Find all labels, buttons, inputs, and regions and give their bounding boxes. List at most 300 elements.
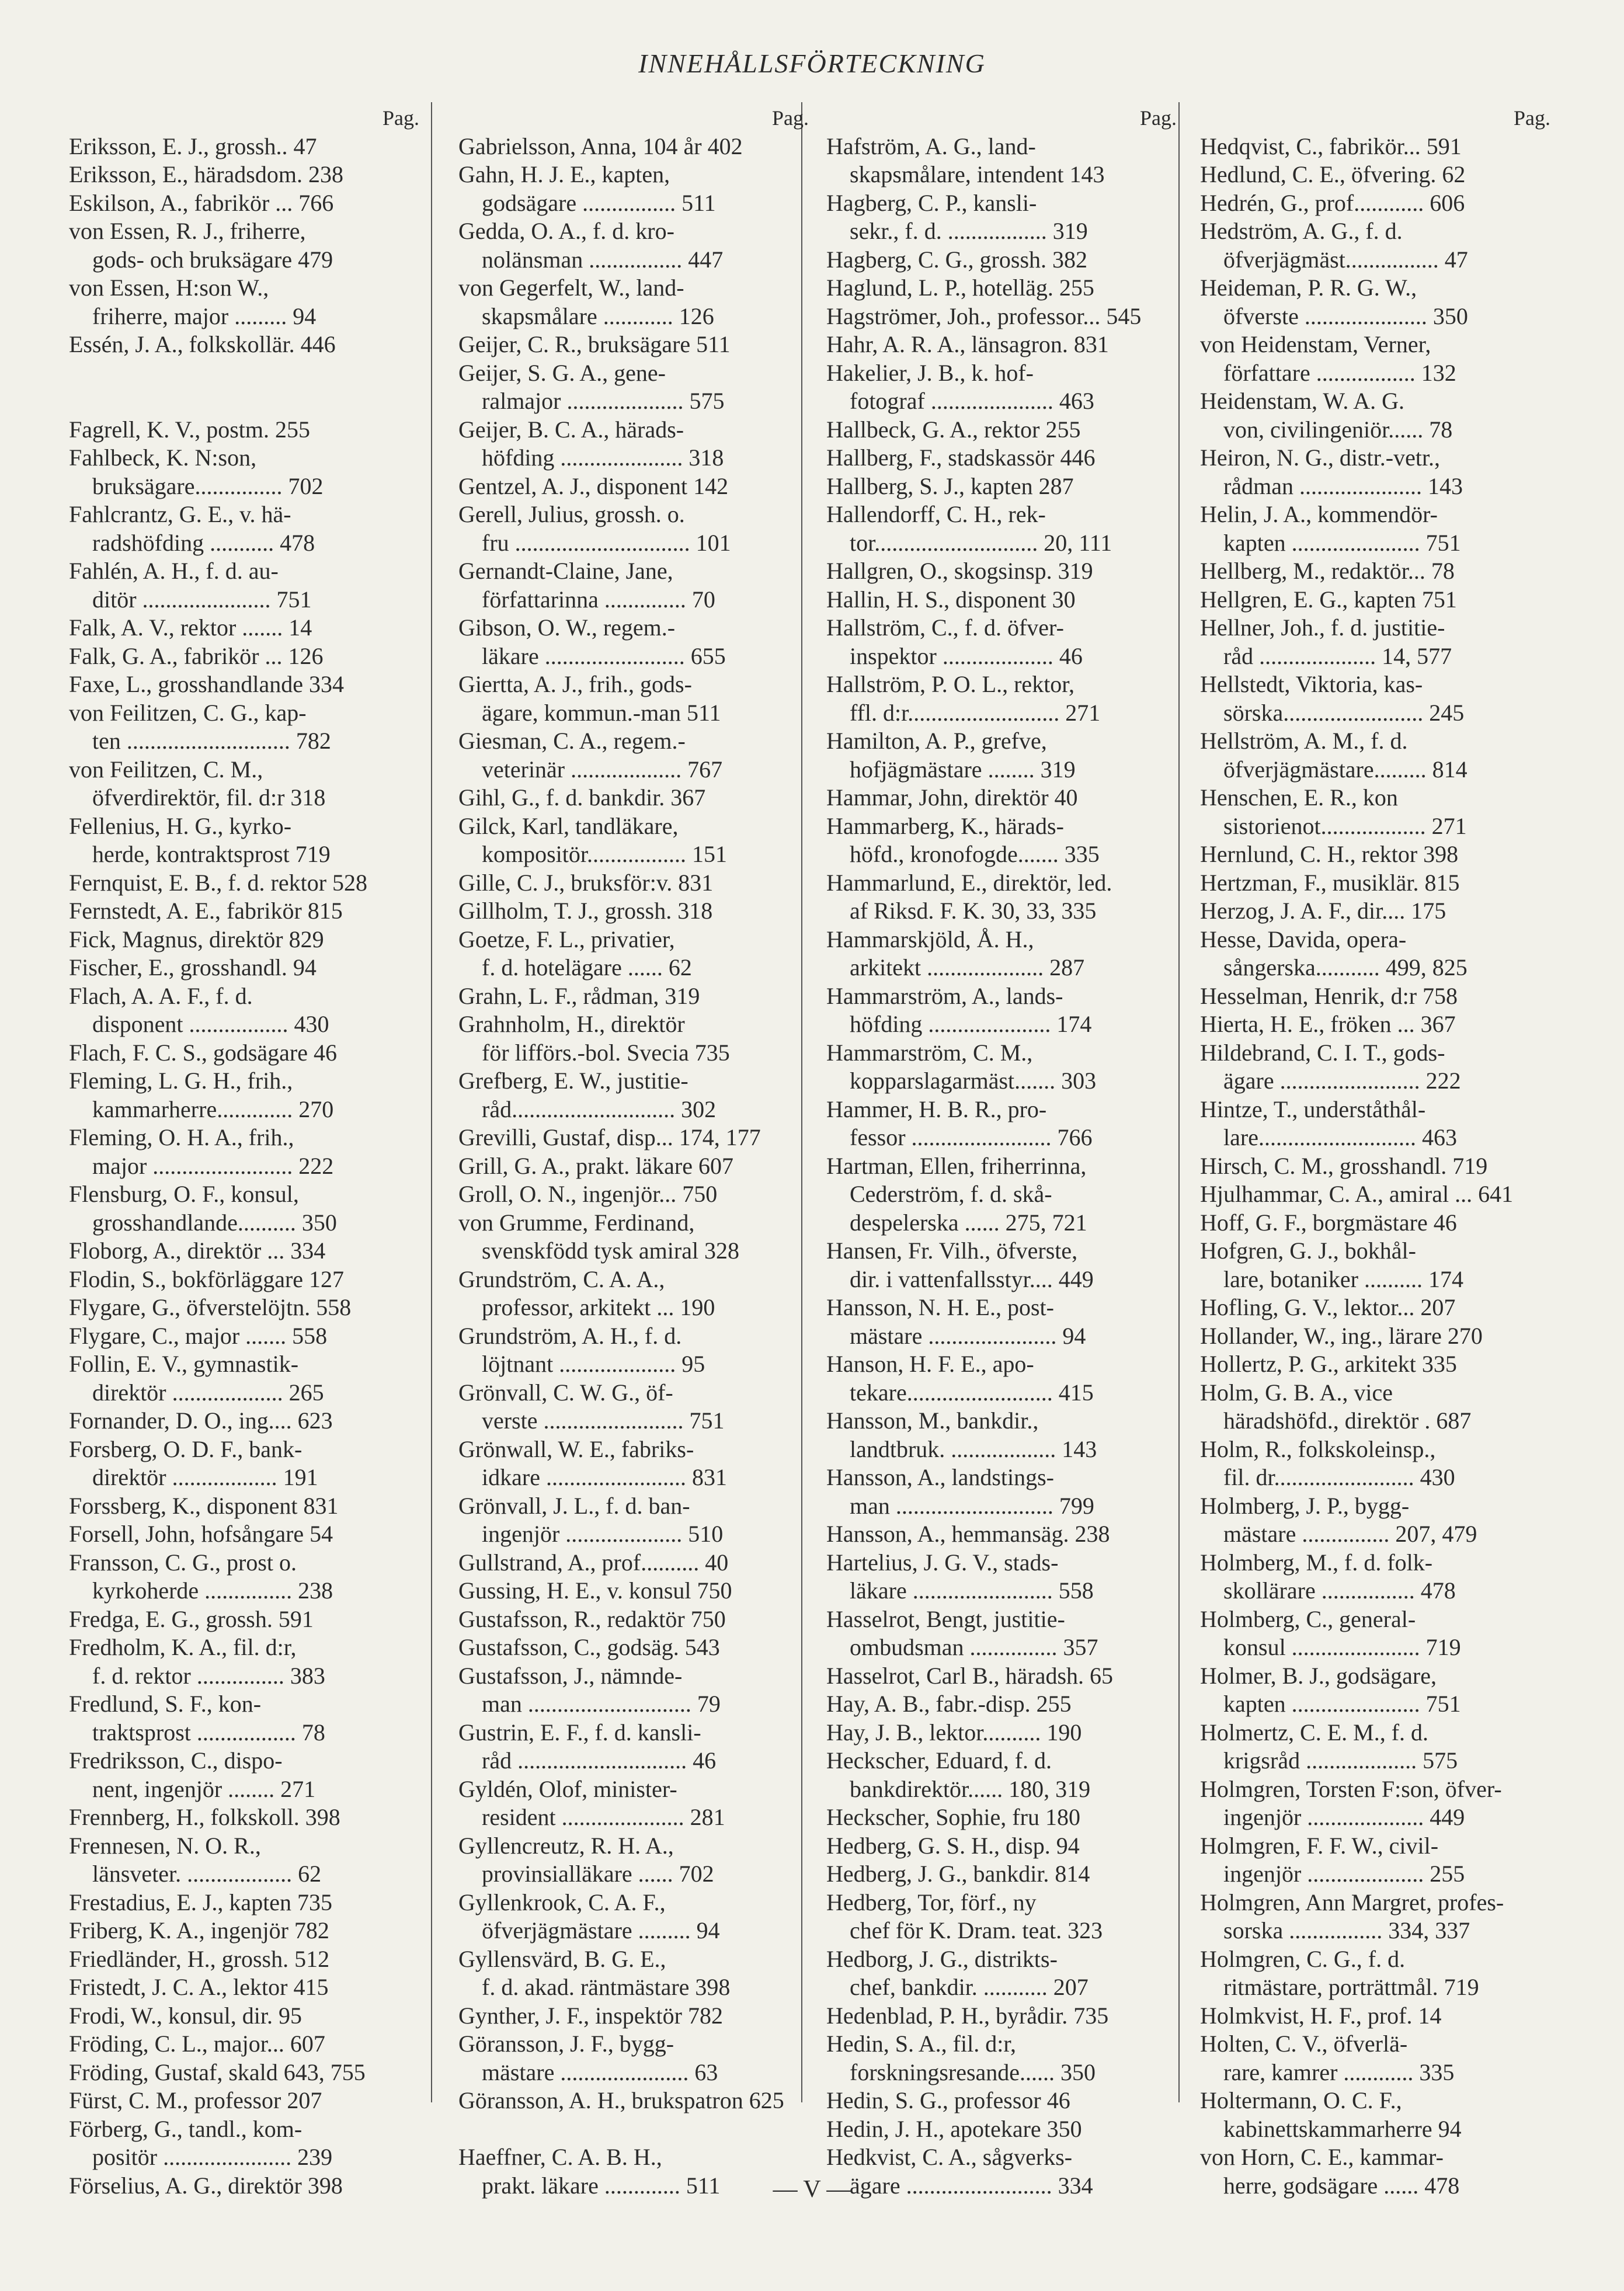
index-entry-line: Hedqvist, C., fabrikör... 591 bbox=[1200, 133, 1462, 159]
index-entry-line: Göransson, A. H., brukspatron 625 bbox=[458, 2087, 784, 2113]
index-entry-line: öfverjägmäst................ 47 bbox=[1223, 246, 1468, 273]
index-entry-line: Flach, A. A. F., f. d. bbox=[69, 982, 253, 1009]
index-entry-line: Flygare, G., öfverstelöjtn. 558 bbox=[69, 1294, 352, 1320]
index-entry-line: Frennberg, H., folkskoll. 398 bbox=[69, 1804, 340, 1830]
index-column-2 bbox=[458, 104, 809, 2200]
index-entry-line: Geijer, S. G. A., gene- bbox=[458, 359, 666, 386]
index-entry-line: Fredriksson, C., dispo- bbox=[69, 1747, 283, 1774]
index-entry-line: grosshandlande.......... 350 bbox=[92, 1209, 337, 1236]
index-entry-line: verste ........................ 751 bbox=[482, 1407, 725, 1434]
index-entry-line: Hellstedt, Viktoria, kas- bbox=[1200, 671, 1423, 697]
index-entry-line: läkare ........................ 655 bbox=[482, 642, 726, 669]
index-entry-line: Grönwall, W. E., fabriks- bbox=[458, 1435, 694, 1462]
index-entry-line: ägare ........................ 222 bbox=[1223, 1068, 1461, 1094]
index-entry-line: arkitekt .................... 287 bbox=[850, 954, 1085, 981]
index-entry-line: ditör ...................... 751 bbox=[92, 586, 312, 613]
index-entry-line: Hansson, A., hemmansäg. 238 bbox=[826, 1521, 1110, 1547]
index-entry-line: f. d. hotelägare ...... 62 bbox=[482, 954, 692, 981]
index-entry-line: Gyllencreutz, R. H. A., bbox=[458, 1832, 674, 1859]
index-entry-line: kapten ...................... 751 bbox=[1223, 1691, 1461, 1717]
index-entry-line: Hernlund, C. H., rektor 398 bbox=[1200, 841, 1459, 867]
index-entry-line: Hammer, H. B. R., pro- bbox=[826, 1096, 1047, 1122]
page-number: — V — bbox=[773, 2176, 851, 2203]
index-entry-line: Hesselman, Henrik, d:r 758 bbox=[1200, 982, 1458, 1009]
index-entry-line: Gerell, Julius, grossh. o. bbox=[458, 501, 685, 527]
index-entry-line: Hay, J. B., lektor.......... 190 bbox=[826, 1719, 1082, 1746]
index-entry-line: kapten ...................... 751 bbox=[1223, 529, 1461, 556]
index-entry-line: länsveter. .................. 62 bbox=[92, 1861, 322, 1887]
index-entry-line: Frestadius, E. J., kapten 735 bbox=[69, 1889, 333, 1915]
index-entry-line: Hedin, S. G., professor 46 bbox=[826, 2087, 1070, 2113]
index-entry-line: Eriksson, E., häradsdom. 238 bbox=[69, 161, 343, 187]
index-entry-line: Hansson, M., bankdir., bbox=[826, 1407, 1039, 1434]
index-entry-line: dir. i vattenfallsstyr.... 449 bbox=[850, 1266, 1094, 1292]
index-entry-line: Gynther, J. F., inspektör 782 bbox=[458, 2002, 723, 2029]
index-entry-line: Hanson, H. F. E., apo- bbox=[826, 1351, 1034, 1377]
index-entry-line: Hofling, G. V., lektor... 207 bbox=[1200, 1294, 1456, 1320]
index-entry-line: von, civilingeniör...... 78 bbox=[1223, 416, 1453, 443]
index-entry-line: Fahlén, A. H., f. d. au- bbox=[69, 558, 279, 584]
column-divider bbox=[431, 102, 432, 2102]
index-entry-line: Holmertz, C. E. M., f. d. bbox=[1200, 1719, 1429, 1746]
index-entry-line: nolänsman ................ 447 bbox=[482, 246, 724, 273]
index-entry-line: Grundström, C. A. A., bbox=[458, 1266, 665, 1292]
index-entry-line: Fellenius, H. G., kyrko- bbox=[69, 812, 292, 839]
index-column-1 bbox=[69, 104, 419, 2200]
index-entry-line: Hedlund, C. E., öfvering. 62 bbox=[1200, 161, 1466, 187]
index-entry-line: kompositör................. 151 bbox=[482, 841, 728, 867]
index-entry-line: ingenjör .................... 449 bbox=[1223, 1804, 1465, 1830]
index-entry-line: öfverjägmästare ......... 94 bbox=[482, 1917, 720, 1944]
index-entry-line: Hahr, A. R. A., länsagron. 831 bbox=[826, 331, 1109, 357]
index-entry-line: Gyldén, Olof, minister- bbox=[458, 1775, 677, 1802]
index-entry-line: Eskilson, A., fabrikör ... 766 bbox=[69, 189, 334, 216]
index-entry-line: Hay, A. B., fabr.-disp. 255 bbox=[826, 1691, 1072, 1717]
index-entry-line: Frodi, W., konsul, dir. 95 bbox=[69, 2002, 302, 2029]
index-entry-line: Gustafsson, C., godsäg. 543 bbox=[458, 1634, 720, 1660]
index-entry-line: Flodin, S., bokförläggare 127 bbox=[69, 1266, 345, 1292]
index-entry-line: Fagrell, K. V., postm. 255 bbox=[69, 416, 310, 443]
index-entry-line: Hedberg, G. S. H., disp. 94 bbox=[826, 1832, 1080, 1859]
index-entry-line: öfverste ..................... 350 bbox=[1223, 303, 1468, 329]
index-entry-line: chef, bankdir. ........... 207 bbox=[850, 1974, 1089, 2000]
index-entry-line: Hellström, A. M., f. d. bbox=[1200, 728, 1408, 754]
index-entry-line: Holmberg, C., general- bbox=[1200, 1605, 1416, 1632]
index-entry-line: Hellner, Joh., f. d. justitie- bbox=[1200, 614, 1445, 641]
index-entry-line: Holmgren, Ann Margret, profes- bbox=[1200, 1889, 1504, 1915]
index-column-3 bbox=[826, 104, 1177, 2200]
index-entry-line: Hammarberg, K., härads- bbox=[826, 812, 1064, 839]
index-entry-line: Hasselrot, Carl B., häradsh. 65 bbox=[826, 1662, 1114, 1689]
column-divider bbox=[1178, 102, 1180, 2102]
index-entry-line: tekare......................... 415 bbox=[850, 1379, 1094, 1406]
index-entry-line: Grönvall, J. L., f. d. ban- bbox=[458, 1492, 690, 1519]
index-column-4 bbox=[1200, 104, 1550, 2200]
index-entry-line: Holmkvist, H. F., prof. 14 bbox=[1200, 2002, 1442, 2029]
index-entry-line: Hedborg, J. G., distrikts- bbox=[826, 1945, 1058, 1972]
index-entry-line: sörska........................ 245 bbox=[1223, 699, 1465, 726]
index-entry-line: för lifförs.-bol. Svecia 735 bbox=[482, 1039, 730, 1066]
index-entry-line: krigsråd ................... 575 bbox=[1223, 1747, 1458, 1774]
index-entry-line: Hertzman, F., musiklär. 815 bbox=[1200, 869, 1460, 896]
index-entry-line: fotograf ..................... 463 bbox=[850, 388, 1094, 414]
index-entry-line: nent, ingenjör ........ 271 bbox=[92, 1775, 316, 1802]
index-entry-line: ägare, kommun.-man 511 bbox=[482, 699, 721, 726]
index-entry-line: Grahnholm, H., direktör bbox=[458, 1011, 685, 1037]
index-entry-line: Hammarström, A., lands- bbox=[826, 982, 1063, 1009]
index-entry-line: bankdirektör...... 180, 319 bbox=[850, 1775, 1091, 1802]
index-entry-line: Henschen, E. R., kon bbox=[1200, 784, 1398, 811]
index-entry-line: f. d. akad. räntmästare 398 bbox=[482, 1974, 731, 2000]
index-entry-line: Falk, A. V., rektor ....... 14 bbox=[69, 614, 312, 641]
index-entry-line: Hagströmer, Joh., professor... 545 bbox=[826, 303, 1142, 329]
index-entry-line: Fick, Magnus, direktör 829 bbox=[69, 926, 324, 952]
index-entry-line: svenskfödd tysk amiral 328 bbox=[482, 1237, 740, 1264]
index-entry-line: Fischer, E., grosshandl. 94 bbox=[69, 954, 317, 981]
index-entry-line: Herzog, J. A. F., dir.... 175 bbox=[1200, 898, 1446, 924]
index-entry-line: Floborg, A., direktör ... 334 bbox=[69, 1237, 326, 1264]
index-entry-line: positör ...................... 239 bbox=[92, 2144, 333, 2170]
index-entry-line: Flach, F. C. S., godsägare 46 bbox=[69, 1039, 337, 1066]
index-entry-line: Gustafsson, J., nämnde- bbox=[458, 1662, 683, 1689]
index-entry-line: fru .............................. 101 bbox=[482, 529, 731, 556]
page-column-label: Pag. bbox=[1514, 106, 1550, 130]
index-entry-line: lare........................... 463 bbox=[1223, 1124, 1457, 1150]
index-entry-line: von Essen, R. J., friherre, bbox=[69, 218, 306, 244]
index-entry-line: rare, kamrer ............ 335 bbox=[1223, 2059, 1455, 2085]
index-entry-line: löjtnant .................... 95 bbox=[482, 1351, 705, 1377]
index-entry-line: Hansson, A., landstings- bbox=[826, 1464, 1054, 1490]
index-entry-line: Forsberg, O. D. F., bank- bbox=[69, 1435, 302, 1462]
index-entry-line: Flygare, C., major ....... 558 bbox=[69, 1322, 328, 1349]
index-entry-line: Grefberg, E. W., justitie- bbox=[458, 1068, 688, 1094]
index-entry-line: von Gegerfelt, W., land- bbox=[458, 274, 684, 301]
index-entry-line: Hollertz, P. G., arkitekt 335 bbox=[1200, 1351, 1457, 1377]
index-entry-line: Groll, O. N., ingenjör... 750 bbox=[458, 1181, 718, 1207]
index-entry-line: Fornander, D. O., ing.... 623 bbox=[69, 1407, 333, 1434]
index-entry-line: Gyllenkrook, C. A. F., bbox=[458, 1889, 666, 1915]
index-entry-line: Follin, E. V., gymnastik- bbox=[69, 1351, 299, 1377]
index-entry-line: Gabrielsson, Anna, 104 år 402 bbox=[458, 133, 743, 159]
index-entry-line: Fransson, C. G., prost o. bbox=[69, 1549, 297, 1576]
index-entry-line: lare, botaniker .......... 174 bbox=[1223, 1266, 1463, 1292]
index-entry-line: Hedin, J. H., apotekare 350 bbox=[826, 2115, 1082, 2142]
index-entry-line: Hedenblad, P. H., byrådir. 735 bbox=[826, 2002, 1109, 2029]
index-entry-line: ten ............................ 782 bbox=[92, 728, 331, 754]
index-entry-line: Eriksson, E. J., grossh.. 47 bbox=[69, 133, 317, 159]
index-entry-line: professor, arkitekt ... 190 bbox=[482, 1294, 715, 1320]
index-entry-line: Holmgren, F. F. W., civil- bbox=[1200, 1832, 1439, 1859]
index-entry-line: resident ..................... 281 bbox=[482, 1804, 725, 1830]
index-entry-line: Gille, C. J., bruksför:v. 831 bbox=[458, 869, 714, 896]
index-entry-line: direktör .................. 191 bbox=[92, 1464, 318, 1490]
page-column-label: Pag. bbox=[772, 106, 809, 130]
index-entry-line: Gussing, H. E., v. konsul 750 bbox=[458, 1577, 732, 1604]
index-entry-line: veterinär ................... 767 bbox=[482, 756, 723, 783]
index-entry-line: ingenjör .................... 255 bbox=[1223, 1861, 1465, 1887]
index-entry-line: Falk, G. A., fabrikör ... 126 bbox=[69, 642, 324, 669]
index-entry-line: Fernstedt, A. E., fabrikör 815 bbox=[69, 898, 343, 924]
index-entry-line: Geijer, B. C. A., härads- bbox=[458, 416, 684, 443]
index-entry-line: kyrkoherde ............... 238 bbox=[92, 1577, 333, 1604]
index-entry-line: Hedrén, G., prof............ 606 bbox=[1200, 189, 1465, 216]
index-entry-line: von Horn, C. E., kammar- bbox=[1200, 2144, 1444, 2170]
index-entry-line: Hofgren, G. J., bokhål- bbox=[1200, 1237, 1416, 1264]
index-entry-line bbox=[458, 2115, 809, 2144]
index-entry-line: Fredholm, K. A., fil. d:r, bbox=[69, 1634, 297, 1660]
index-entry-line: Gentzel, A. J., disponent 142 bbox=[458, 472, 729, 499]
page-title: INNEHÅLLSFÖRTECKNING bbox=[638, 48, 986, 78]
index-entry-line: Hakelier, J. B., k. hof- bbox=[826, 359, 1034, 386]
index-entry-line: Gernandt-Claine, Jane, bbox=[458, 558, 673, 584]
index-entry-line: Heidenstam, W. A. G. bbox=[1200, 388, 1404, 414]
index-entry-line: Hollander, W., ing., lärare 270 bbox=[1200, 1322, 1483, 1349]
index-entry-line: idkare ........................ 831 bbox=[482, 1464, 727, 1490]
index-entry-line: forskningsresande...... 350 bbox=[850, 2059, 1096, 2085]
index-entry-line: provinsialläkare ...... 702 bbox=[482, 1861, 714, 1887]
index-entry-line: öfverdirektör, fil. d:r 318 bbox=[92, 784, 326, 811]
index-entry-line: mästare ...................... 63 bbox=[482, 2059, 718, 2085]
index-entry-line: Hedberg, J. G., bankdir. 814 bbox=[826, 1861, 1090, 1887]
index-entry-line: läkare ........................ 558 bbox=[850, 1577, 1094, 1604]
index-entry-line: Hierta, H. E., fröken ... 367 bbox=[1200, 1011, 1456, 1037]
index-entry-line: Holm, R., folkskoleinsp., bbox=[1200, 1435, 1436, 1462]
index-entry-line: Fleming, O. H. A., frih., bbox=[69, 1124, 294, 1150]
index-entry-line: Hartelius, J. G. V., stads- bbox=[826, 1549, 1059, 1576]
index-entry-line: Hallbeck, G. A., rektor 255 bbox=[826, 416, 1081, 443]
index-entry-line: fil. dr........................ 430 bbox=[1223, 1464, 1455, 1490]
index-entry-line: råd............................ 302 bbox=[482, 1096, 717, 1122]
index-entry-line: Essén, J. A., folkskollär. 446 bbox=[69, 331, 336, 357]
index-entry-line: Gahn, H. J. E., kapten, bbox=[458, 161, 670, 187]
index-entry-line: Hedberg, Tor, förf., ny bbox=[826, 1889, 1037, 1915]
index-entry-line: Fröding, C. L., major... 607 bbox=[69, 2031, 325, 2057]
index-entry-line: Fredlund, S. F., kon- bbox=[69, 1691, 262, 1717]
index-entry-line: Gillholm, T. J., grossh. 318 bbox=[458, 898, 713, 924]
index-entry-line: författarinna .............. 70 bbox=[482, 586, 715, 613]
index-entry-line: konsul ...................... 719 bbox=[1223, 1634, 1461, 1660]
index-entry-line: sångerska........... 499, 825 bbox=[1223, 954, 1467, 981]
index-entry-line: Grevilli, Gustaf, disp... 174, 177 bbox=[458, 1124, 761, 1150]
index-entry-line: Hammar, John, direktör 40 bbox=[826, 784, 1078, 811]
index-entry-line: von Essen, H:son W., bbox=[69, 274, 269, 301]
index-entry-line: öfverjägmästare......... 814 bbox=[1223, 756, 1467, 783]
index-entry-line: Förselius, A. G., direktör 398 bbox=[69, 2172, 343, 2199]
index-entry-line: landtbruk. .................. 143 bbox=[850, 1435, 1097, 1462]
index-entry-line: herde, kontraktsprost 719 bbox=[92, 841, 331, 867]
index-entry-line: Holmgren, Torsten F:son, öfver- bbox=[1200, 1775, 1502, 1802]
index-entry-line: Hintze, T., underståthål- bbox=[1200, 1096, 1426, 1122]
index-entry-line: Hellberg, M., redaktör... 78 bbox=[1200, 558, 1455, 584]
index-entry-line: Grundström, A. H., f. d. bbox=[458, 1322, 682, 1349]
index-entry-line: Hamilton, A. P., grefve, bbox=[826, 728, 1047, 754]
index-entry-line: Faxe, L., grosshandlande 334 bbox=[69, 671, 345, 697]
index-entry-line: ralmajor .................... 575 bbox=[482, 388, 725, 414]
index-entry-line: traktsprost ................. 78 bbox=[92, 1719, 325, 1746]
index-entry-line: Friberg, K. A., ingenjör 782 bbox=[69, 1917, 329, 1944]
index-entry-line: höfding ..................... 174 bbox=[850, 1011, 1092, 1037]
index-entry-line: Hagberg, C. G., grossh. 382 bbox=[826, 246, 1088, 273]
index-entry-line: skapsmålare, intendent 143 bbox=[850, 161, 1105, 187]
index-entry-line: ägare ......................... 334 bbox=[850, 2172, 1093, 2199]
index-entry-line: Hedkvist, C. A., sågverks- bbox=[826, 2144, 1073, 2170]
index-entry-line: man ............................ 79 bbox=[482, 1691, 721, 1717]
index-entry-line: Helin, J. A., kommendör- bbox=[1200, 501, 1438, 527]
index-entry-line: Flensburg, O. F., konsul, bbox=[69, 1181, 299, 1207]
index-entry-line: Grahn, L. F., rådman, 319 bbox=[458, 982, 700, 1009]
index-entry-line: Fernquist, E. B., f. d. rektor 528 bbox=[69, 869, 368, 896]
index-entry-line: Holten, C. V., öfverlä- bbox=[1200, 2031, 1408, 2057]
index-entry-line: Hallberg, F., stadskassör 446 bbox=[826, 444, 1096, 471]
index-entry-line: Gilck, Karl, tandläkare, bbox=[458, 812, 679, 839]
index-entry-line: prakt. läkare ............. 511 bbox=[482, 2172, 721, 2199]
index-entry-line bbox=[69, 387, 419, 416]
index-entry-line: ffl. d:r.......................... 271 bbox=[850, 699, 1101, 726]
index-entry-line: höfding ..................... 318 bbox=[482, 444, 724, 471]
index-entry-line: råd ............................. 46 bbox=[482, 1747, 717, 1774]
index-entry-line: herre, godsägare ...... 478 bbox=[1223, 2172, 1460, 2199]
index-entry-line: författare ................. 132 bbox=[1223, 359, 1456, 386]
index-entry-line: chef för K. Dram. teat. 323 bbox=[850, 1917, 1103, 1944]
index-entry-line: Geijer, C. R., bruksägare 511 bbox=[458, 331, 731, 357]
index-entry-line: inspektor ................... 46 bbox=[850, 642, 1083, 669]
index-entry-line: kammarherre............. 270 bbox=[92, 1096, 334, 1122]
index-entry-line: Forssberg, K., disponent 831 bbox=[69, 1492, 339, 1519]
index-entry-line: Frennesen, N. O. R., bbox=[69, 1832, 261, 1859]
index-entry-line: Gyllensvärd, B. G. E., bbox=[458, 1945, 666, 1972]
index-entry-line: fessor ........................ 766 bbox=[850, 1124, 1093, 1150]
index-entry-line: af Riksd. F. K. 30, 33, 335 bbox=[850, 898, 1097, 924]
index-entry-line: ingenjör .................... 510 bbox=[482, 1521, 724, 1547]
index-entry-line: Holtermann, O. C. F., bbox=[1200, 2087, 1402, 2113]
index-entry-line: råd .................... 14, 577 bbox=[1223, 642, 1452, 669]
page-column-label: Pag. bbox=[1140, 106, 1177, 130]
index-entry-line: mästare ............... 207, 479 bbox=[1223, 1521, 1477, 1547]
index-entry-line: Hansen, Fr. Vilh., öfverste, bbox=[826, 1237, 1078, 1264]
index-entry-line: Holmgren, C. G., f. d. bbox=[1200, 1945, 1406, 1972]
index-entry-line: radshöfding ........... 478 bbox=[92, 529, 315, 556]
index-entry-line: Hagberg, C. P., kansli- bbox=[826, 189, 1037, 216]
index-entry-line: Cederström, f. d. skå- bbox=[850, 1181, 1052, 1207]
page-column-label: Pag. bbox=[382, 106, 419, 130]
index-entry-line: gods- och bruksägare 479 bbox=[92, 246, 333, 273]
index-entry-line: Hallström, P. O. L., rektor, bbox=[826, 671, 1075, 697]
index-entry-line: Gustafsson, R., redaktör 750 bbox=[458, 1605, 726, 1632]
index-entry-line: Holmer, B. J., godsägare, bbox=[1200, 1662, 1437, 1689]
index-entry-line: Fröding, Gustaf, skald 643, 755 bbox=[69, 2059, 366, 2085]
index-entry-line: Holmberg, M., f. d. folk- bbox=[1200, 1549, 1433, 1576]
index-entry-line: kopparslagarmäst....... 303 bbox=[850, 1068, 1097, 1094]
index-entry-line: Grill, G. A., prakt. läkare 607 bbox=[458, 1152, 733, 1179]
index-entry-line: Holmberg, J. P., bygg- bbox=[1200, 1492, 1410, 1519]
index-entry-line: Fahlbeck, K. N:son, bbox=[69, 444, 257, 471]
index-entry-line: Hallgren, O., skogsinsp. 319 bbox=[826, 558, 1093, 584]
index-entry-line: Gustrin, E. F., f. d. kansli- bbox=[458, 1719, 701, 1746]
index-entry-line: häradshöfd., direktör . 687 bbox=[1223, 1407, 1472, 1434]
index-entry-line: Heckscher, Sophie, fru 180 bbox=[826, 1804, 1080, 1830]
index-entry-line: Heiron, N. G., distr.-vetr., bbox=[1200, 444, 1441, 471]
index-entry-line: Hedström, A. G., f. d. bbox=[1200, 218, 1403, 244]
index-entry-line: Gullstrand, A., prof.......... 40 bbox=[458, 1549, 729, 1576]
index-entry-line: Göransson, J. F., bygg- bbox=[458, 2031, 674, 2057]
index-entry-line: bruksägare............... 702 bbox=[92, 472, 324, 499]
index-entry-line: Haglund, L. P., hotelläg. 255 bbox=[826, 274, 1094, 301]
index-entry-line: Haeffner, C. A. B. H., bbox=[458, 2144, 662, 2170]
index-entry-line: Forsell, John, hofsångare 54 bbox=[69, 1521, 333, 1547]
index-entry-line: Hallberg, S. J., kapten 287 bbox=[826, 472, 1074, 499]
index-entry-line: Hallendorff, C. H., rek- bbox=[826, 501, 1046, 527]
index-entry-line: godsägare ................ 511 bbox=[482, 189, 716, 216]
index-entry-line: ritmästare, porträttmål. 719 bbox=[1223, 1974, 1479, 2000]
index-entry-line: Gibson, O. W., regem.- bbox=[458, 614, 676, 641]
index-entry-line: Hammarskjöld, Å. H., bbox=[826, 926, 1034, 952]
index-entry-line: von Feilitzen, C. G., kap- bbox=[69, 699, 307, 726]
index-entry-line: von Heidenstam, Verner, bbox=[1200, 331, 1431, 357]
index-entry-line: Hartman, Ellen, friherrinna, bbox=[826, 1152, 1087, 1179]
index-entry-line: kabinettskammarherre 94 bbox=[1223, 2115, 1462, 2142]
index-entry-line: Hansson, N. H. E., post- bbox=[826, 1294, 1054, 1320]
index-entry-line: Hellgren, E. G., kapten 751 bbox=[1200, 586, 1457, 613]
index-entry-line: Fleming, L. G. H., frih., bbox=[69, 1068, 293, 1094]
index-entry-line: disponent ................. 430 bbox=[92, 1011, 329, 1037]
index-entry-line: Hesse, Davida, opera- bbox=[1200, 926, 1407, 952]
index-entry-line: Hallin, H. S., disponent 30 bbox=[826, 586, 1076, 613]
index-entry-line: Hirsch, C. M., grosshandl. 719 bbox=[1200, 1152, 1488, 1179]
index-entry-line: Hoff, G. F., borgmästare 46 bbox=[1200, 1209, 1457, 1236]
index-entry-line: Gedda, O. A., f. d. kro- bbox=[458, 218, 674, 244]
index-entry-line: tor............................ 20, 111 bbox=[850, 529, 1112, 556]
index-entry-line: Giertta, A. J., frih., gods- bbox=[458, 671, 692, 697]
index-entry-line: mästare ...................... 94 bbox=[850, 1322, 1086, 1349]
index-entry-line: Hasselrot, Bengt, justitie- bbox=[826, 1605, 1065, 1632]
index-entry-line: Friedländer, H., grossh. 512 bbox=[69, 1945, 330, 1972]
index-entry-line: Hallström, C., f. d. öfver- bbox=[826, 614, 1064, 641]
index-entry-line: höfd., kronofogde....... 335 bbox=[850, 841, 1100, 867]
index-entry-line: Hafström, A. G., land- bbox=[826, 133, 1036, 159]
index-entry-line: Hjulhammar, C. A., amiral ... 641 bbox=[1200, 1181, 1514, 1207]
index-entry-line: Grönvall, C. W. G., öf- bbox=[458, 1379, 673, 1406]
index-entry-line: Hammarström, C. M., bbox=[826, 1039, 1033, 1066]
index-entry-line: Heckscher, Eduard, f. d. bbox=[826, 1747, 1052, 1774]
index-entry-line: Förberg, G., tandl., kom- bbox=[69, 2115, 302, 2142]
index-entry-line bbox=[69, 359, 419, 388]
index-entry-line: sekr., f. d. ................. 319 bbox=[850, 218, 1088, 244]
index-entry-line: direktör ................... 265 bbox=[92, 1379, 324, 1406]
index-entry-line: Holm, G. B. A., vice bbox=[1200, 1379, 1393, 1406]
index-entry-line: Giesman, C. A., regem.- bbox=[458, 728, 686, 754]
index-entry-line: sorska ................ 334, 337 bbox=[1223, 1917, 1470, 1944]
index-entry-line: Heideman, P. R. G. W., bbox=[1200, 274, 1417, 301]
index-entry-line: Hedin, S. A., fil. d:r, bbox=[826, 2031, 1017, 2057]
index-entry-line: Hammarlund, E., direktör, led. bbox=[826, 869, 1112, 896]
index-entry-line: skollärare ................ 478 bbox=[1223, 1577, 1456, 1604]
index-entry-line: skapsmålare ............ 126 bbox=[482, 303, 714, 329]
index-entry-line: f. d. rektor ............... 383 bbox=[92, 1662, 325, 1689]
index-entry-line: sistorienot.................. 271 bbox=[1223, 812, 1467, 839]
index-entry-line: Goetze, F. L., privatier, bbox=[458, 926, 675, 952]
index-entry-line: major ........................ 222 bbox=[92, 1152, 334, 1179]
index-entry-line: friherre, major ......... 94 bbox=[92, 303, 317, 329]
index-entry-line: Hildebrand, C. I. T., gods- bbox=[1200, 1039, 1445, 1066]
index-entry-line: despelerska ...... 275, 721 bbox=[850, 1209, 1087, 1236]
index-entry-line: hofjägmästare ........ 319 bbox=[850, 756, 1076, 783]
index-entry-line: Fristedt, J. C. A., lektor 415 bbox=[69, 1974, 329, 2000]
index-entry-line: Fahlcrantz, G. E., v. hä- bbox=[69, 501, 291, 527]
index-entry-line: Fürst, C. M., professor 207 bbox=[69, 2087, 322, 2113]
index-entry-line: Fredga, E. G., grossh. 591 bbox=[69, 1605, 314, 1632]
index-entry-line: von Feilitzen, C. M., bbox=[69, 756, 263, 783]
index-entry-line: ombudsman ............... 357 bbox=[850, 1634, 1098, 1660]
